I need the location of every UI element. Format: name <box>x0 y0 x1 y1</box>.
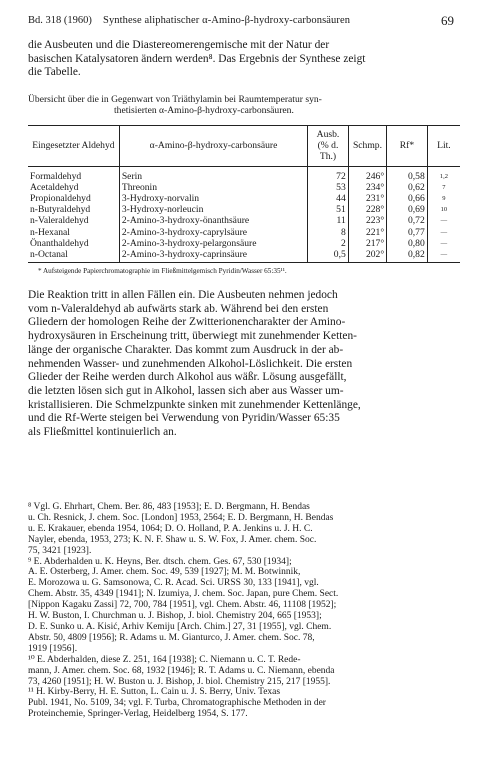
reference-line: 1919 [1956]. <box>28 643 78 654</box>
reference-line: u. Ch. Resnick, J. chem. Soc. [London] 1953, 2564; E. D. Bergmann, H. Bendas <box>28 512 334 523</box>
text-line: länge der organische Charakter. Das kommt zum Ausdruck in der ab- <box>28 343 344 356</box>
column-header: Eingesetzter Aldehyd <box>28 126 119 167</box>
column-header: Lit. <box>427 126 460 167</box>
text-line: basischen Katalysatoren ändern werden⁸. Das Ergebnis der Synthese zeigt <box>28 52 366 65</box>
cell-rf: 0,82 <box>387 249 428 263</box>
cell-rf: 0,80 <box>387 238 428 249</box>
table-row <box>28 182 460 193</box>
cell-lit: — <box>427 215 460 226</box>
cell-rf: 0,58 <box>387 166 428 182</box>
cell-aldehyd: n-Valeraldehyd <box>30 215 89 227</box>
cell-rf: 0,66 <box>387 193 428 204</box>
cell-ausbeute: 0,5 <box>308 249 349 263</box>
cell-aldehyd: Propionaldehyd <box>30 193 91 205</box>
discussion-paragraph <box>28 289 460 440</box>
cell-saeure: Serin <box>119 166 307 182</box>
cell-ausbeute: 8 <box>308 227 349 238</box>
table-row <box>28 238 460 249</box>
table-footnote: * Aufsteigende Papierchromatographie im Fließmittelgemisch Pyridin/Wasser 65:35¹¹. <box>38 267 287 275</box>
volume-info: Bd. 318 (1960) <box>28 15 92 26</box>
cell-ausbeute: 51 <box>308 204 349 215</box>
column-header: Ausb. (% d. Th.) <box>308 126 349 167</box>
running-header <box>28 13 458 29</box>
text-line: hydroxysäuren in Erscheinung tritt, überwiegt mit zunehmender Ketten- <box>28 330 357 343</box>
table-row <box>28 227 460 238</box>
cell-lit: — <box>427 238 460 249</box>
cell-schmp: 234° <box>348 182 386 193</box>
cell-ausbeute: 53 <box>308 182 349 193</box>
text-line: und die Rf-Werte steigen bei Verwendung von Pyridin/Wasser 65:35 <box>28 412 340 425</box>
cell-lit: — <box>427 227 460 238</box>
cell-schmp: 223° <box>348 215 386 226</box>
reference-line: Abstr. 50, 4809 [1956]; R. Adams u. M. Gianturco, J. Amer. chem. Soc. 78, <box>28 632 315 643</box>
references-block <box>28 502 460 720</box>
column-header: Schmp. <box>348 126 386 167</box>
cell-saeure: 3-Hydroxy-norvalin <box>119 193 307 204</box>
text-line: nehmenden Wasser- und zunehmenden Alkohol-Löslichkeit. Die ersten <box>28 357 353 370</box>
cell-schmp: 221° <box>348 227 386 238</box>
cell-aldehyd: Acetaldehyd <box>30 181 79 193</box>
table-header-row <box>28 126 460 167</box>
cell-saeure: Threonin <box>119 182 307 193</box>
cell-schmp: 202° <box>348 249 386 263</box>
cell-ausbeute: 72 <box>308 166 349 182</box>
caption-line: thetisierten α-Amino-β-hydroxy-carbonsäuren. <box>114 105 294 116</box>
column-header: Rf* <box>387 126 428 167</box>
cell-rf: 0,69 <box>387 204 428 215</box>
cell-lit: 7 <box>427 182 460 193</box>
cell-schmp: 217° <box>348 238 386 249</box>
cell-schmp: 228° <box>348 204 386 215</box>
text-line: Die Reaktion tritt in allen Fällen ein. Die Ausbeuten nehmen jedoch <box>28 289 338 301</box>
cell-ausbeute: 2 <box>308 238 349 249</box>
cell-rf: 0,72 <box>387 215 428 226</box>
text-line: vom n-Valeraldehyd ab aufwärts stark ab. Während bei den ersten <box>28 302 329 315</box>
table-row <box>28 249 460 263</box>
caption-line: Übersicht über die in Gegenwart von Triäthylamin bei Raumtemperatur syn- <box>28 94 322 105</box>
column-header: α-Amino-β-hydroxy-carbonsäure <box>119 126 307 167</box>
reference-line: E. Morozowa u. G. Samsonowa, C. R. Acad. Sci. URSS 30, 133 [1941], vgl. <box>28 578 319 589</box>
reference-line: mann, J. Amer. chem. Soc. 68, 1932 [1946]; R. T. Adams u. C. Niemann, ebenda <box>28 665 335 676</box>
intro-paragraph <box>28 39 458 80</box>
reference-line: 73, 4260 [1951]; H. W. Buston u. J. Bishop, J. biol. Chemistry 215, 217 [1955]. <box>28 676 331 687</box>
cell-saeure: 2-Amino-3-hydroxy-önanthsäure <box>119 215 307 226</box>
table-row <box>28 166 460 182</box>
text-line: die letzten lösen sich gut in Alkohol, lassen sich aber aus Wasser um- <box>28 384 344 397</box>
cell-aldehyd: n-Butyraldehyd <box>30 204 91 216</box>
reference-line: Proteinchemie, Springer-Verlag, Heidelberg 1954, S. 177. <box>28 709 248 720</box>
reference-line: ⁹ E. Abderhalden u. K. Heyns, Ber. dtsch. chem. Ges. 67, 530 [1934]; <box>28 556 292 567</box>
table-row <box>28 193 460 204</box>
table-row <box>28 204 460 215</box>
cell-saeure: 2-Amino-3-hydroxy-caprinsäure <box>119 249 307 263</box>
running-title: Synthese aliphatischer α-Amino-β-hydroxy-carbonsäuren <box>103 15 351 26</box>
cell-saeure: 2-Amino-3-hydroxy-caprylsäure <box>119 227 307 238</box>
cell-schmp: 246° <box>348 166 386 182</box>
text-line: die Tabelle. <box>28 66 81 79</box>
cell-saeure: 3-Hydroxy-norleucin <box>119 204 307 215</box>
cell-lit: 1,2 <box>427 166 460 182</box>
cell-lit: — <box>427 249 460 263</box>
text-line: Glieder der Reihe werden durch Alkohol aus wäßr. Lösung ausgefällt, <box>28 371 347 384</box>
table-caption <box>28 94 460 116</box>
cell-aldehyd: n-Hexanal <box>30 226 70 238</box>
table-row <box>28 215 460 226</box>
reference-line: Nayler, ebenda, 1953, 273; K. N. F. Shaw u. S. W. Fox, J. Amer. chem. Soc. <box>28 534 317 545</box>
cell-aldehyd: n-Octanal <box>28 249 119 263</box>
reference-line: Publ. 1941, No. 5109, 34; vgl. F. Turba, Chromatographische Methoden in der <box>28 698 326 709</box>
cell-lit: 10 <box>427 204 460 215</box>
results-table <box>28 125 460 263</box>
cell-rf: 0,77 <box>387 227 428 238</box>
cell-lit: 9 <box>427 193 460 204</box>
cell-ausbeute: 11 <box>308 215 349 226</box>
reference-line: u. E. Krakauer, ebenda 1954, 1064; D. O. Holland, P. A. Jenkins u. J. H. C. <box>28 523 313 534</box>
reference-line: ¹⁰ E. Abderhalden, diese Z. 251, 164 [1938]; C. Niemann u. C. T. Rede- <box>28 654 301 665</box>
reference-line: Chem. Abstr. 35, 4349 [1941]; N. Izumiya, J. chem. Soc. Japan, pure Chem. Sect. <box>28 589 339 600</box>
reference-line: H. W. Buston, I. Churchman u. J. Bishop, J. biol. Chemistry 204, 665 [1953]; <box>28 611 322 622</box>
text-line: die Ausbeuten und die Diastereomerengemische mit der Natur der <box>28 39 330 51</box>
reference-line: D. E. Sunko u. A. Kisić, Arhiv Kemiju [Arch. Chim.] 27, 31 [1955], vgl. Chem. <box>28 621 332 632</box>
cell-schmp: 231° <box>348 193 386 204</box>
cell-saeure: 2-Amino-3-hydroxy-pelargonsäure <box>119 238 307 249</box>
reference-line: ¹¹ H. Kirby-Berry, H. E. Sutton, L. Cain u. J. S. Berry, Univ. Texas <box>28 687 281 698</box>
reference-line: 75, 3421 [1923]. <box>28 545 92 556</box>
reference-line: A. E. Osterberg, J. Amer. chem. Soc. 49, 539 [1927]; M. M. Botwinnik, <box>28 567 301 578</box>
reference-line: ⁸ Vgl. G. Ehrhart, Chem. Ber. 86, 483 [1953]; E. D. Bergmann, H. Bendas <box>28 502 310 512</box>
cell-ausbeute: 44 <box>308 193 349 204</box>
text-line: als Fließmittel kontinuierlich an. <box>28 426 177 439</box>
text-line: Gliedern der homologen Reihe der Zwitterionencharakter der Amino- <box>28 316 346 329</box>
cell-aldehyd: Önanthaldehyd <box>30 237 89 249</box>
cell-aldehyd: Formaldehyd <box>30 170 82 182</box>
cell-rf: 0,62 <box>387 182 428 193</box>
page-number: 69 <box>441 13 454 28</box>
text-line: kristallisieren. Die Schmelzpunkte sinken mit zunehmender Kettenlänge, <box>28 398 361 411</box>
reference-line: [Nippon Kagaku Zassi] 72, 700, 784 [1951], vgl. Chem. Abstr. 46, 11108 [1952]; <box>28 600 337 611</box>
